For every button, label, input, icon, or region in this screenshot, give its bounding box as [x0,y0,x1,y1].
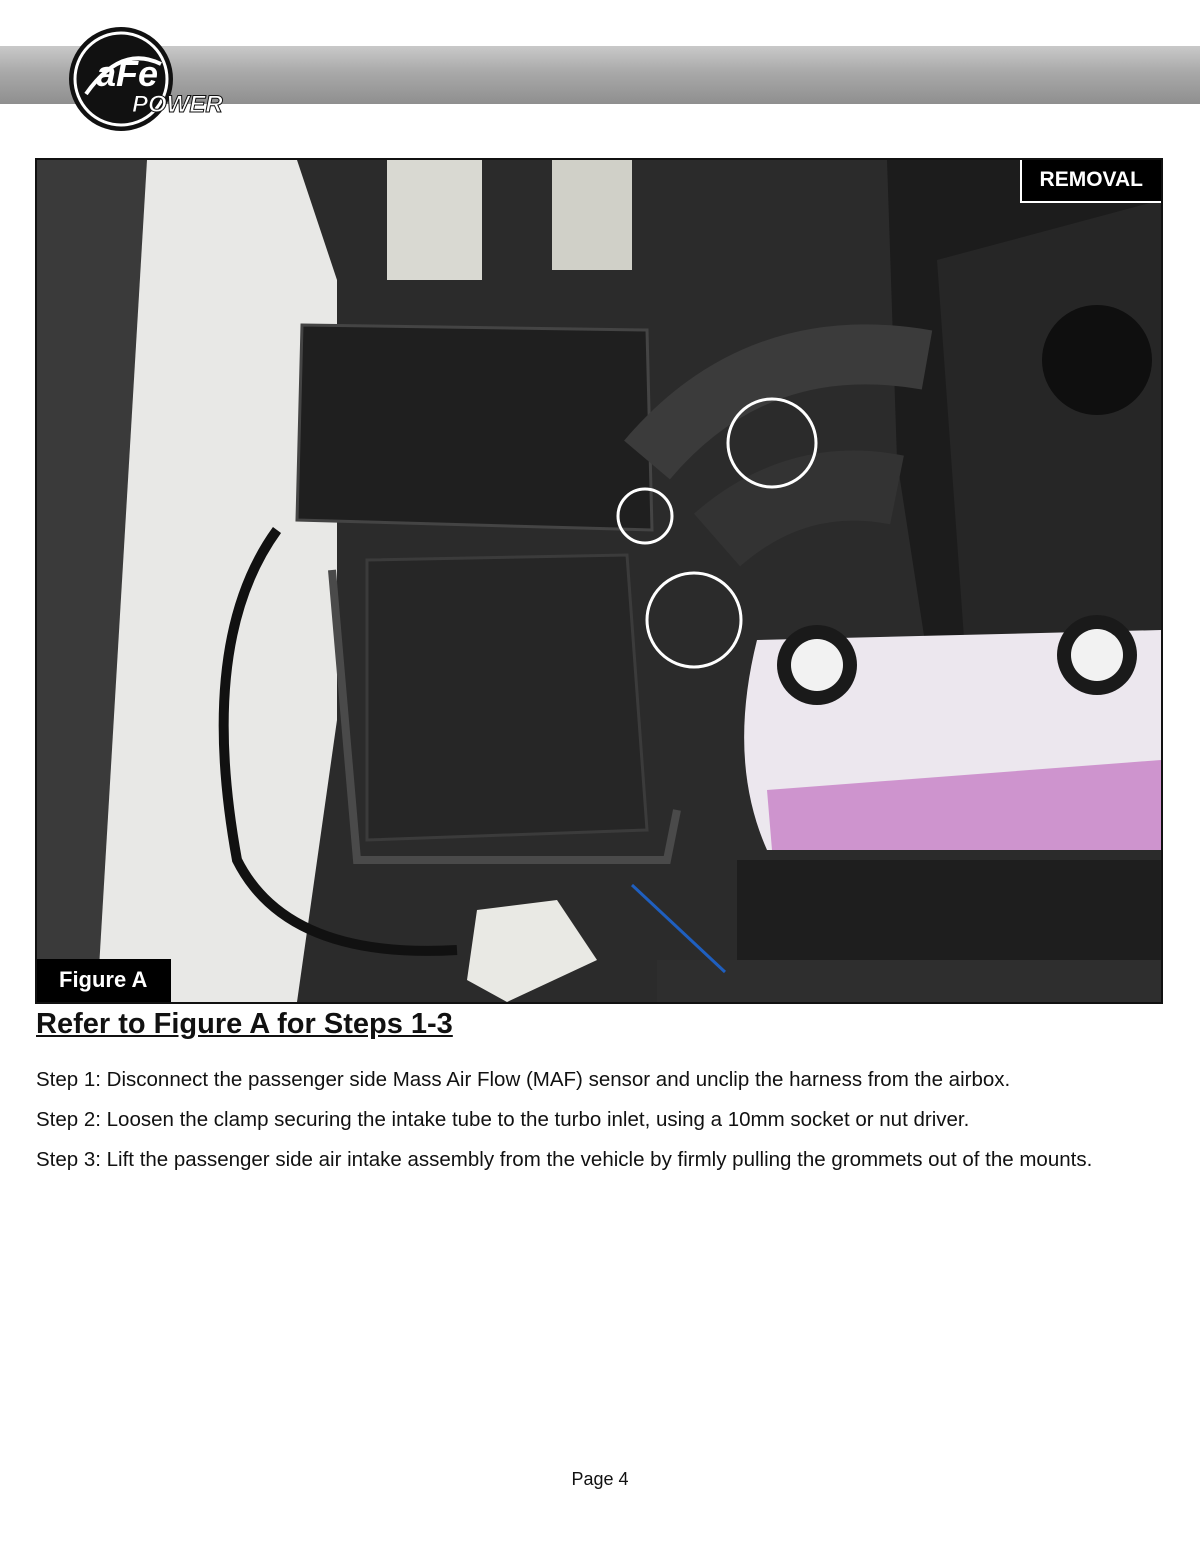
section-heading: Refer to Figure A for Steps 1-3 [36,1008,453,1040]
svg-text:POWER: POWER [132,91,223,118]
step-2: Step 2: Loosen the clamp securing the intake tube to the turbo inlet, using a 10mm socket or nut driver. [36,1108,970,1131]
figure-caption: Figure A [37,959,171,1002]
afe-power-logo [66,24,236,134]
page-number: Page 4 [571,1469,629,1489]
removal-badge: REMOVAL [1020,160,1161,203]
step-3: Step 3: Lift the passenger side air intake assembly from the vehicle by firmly pulling the grommets out of the mounts. [36,1148,1093,1171]
engine-bay-illustration [37,160,1161,1002]
step-1: Step 1: Disconnect the passenger side Mass Air Flow (MAF) sensor and unclip the harness from the airbox. [36,1068,1011,1091]
engine-bay-photo [35,158,1163,1004]
svg-text:aFe: aFe [96,53,159,94]
steps-list [36,1060,1171,1180]
